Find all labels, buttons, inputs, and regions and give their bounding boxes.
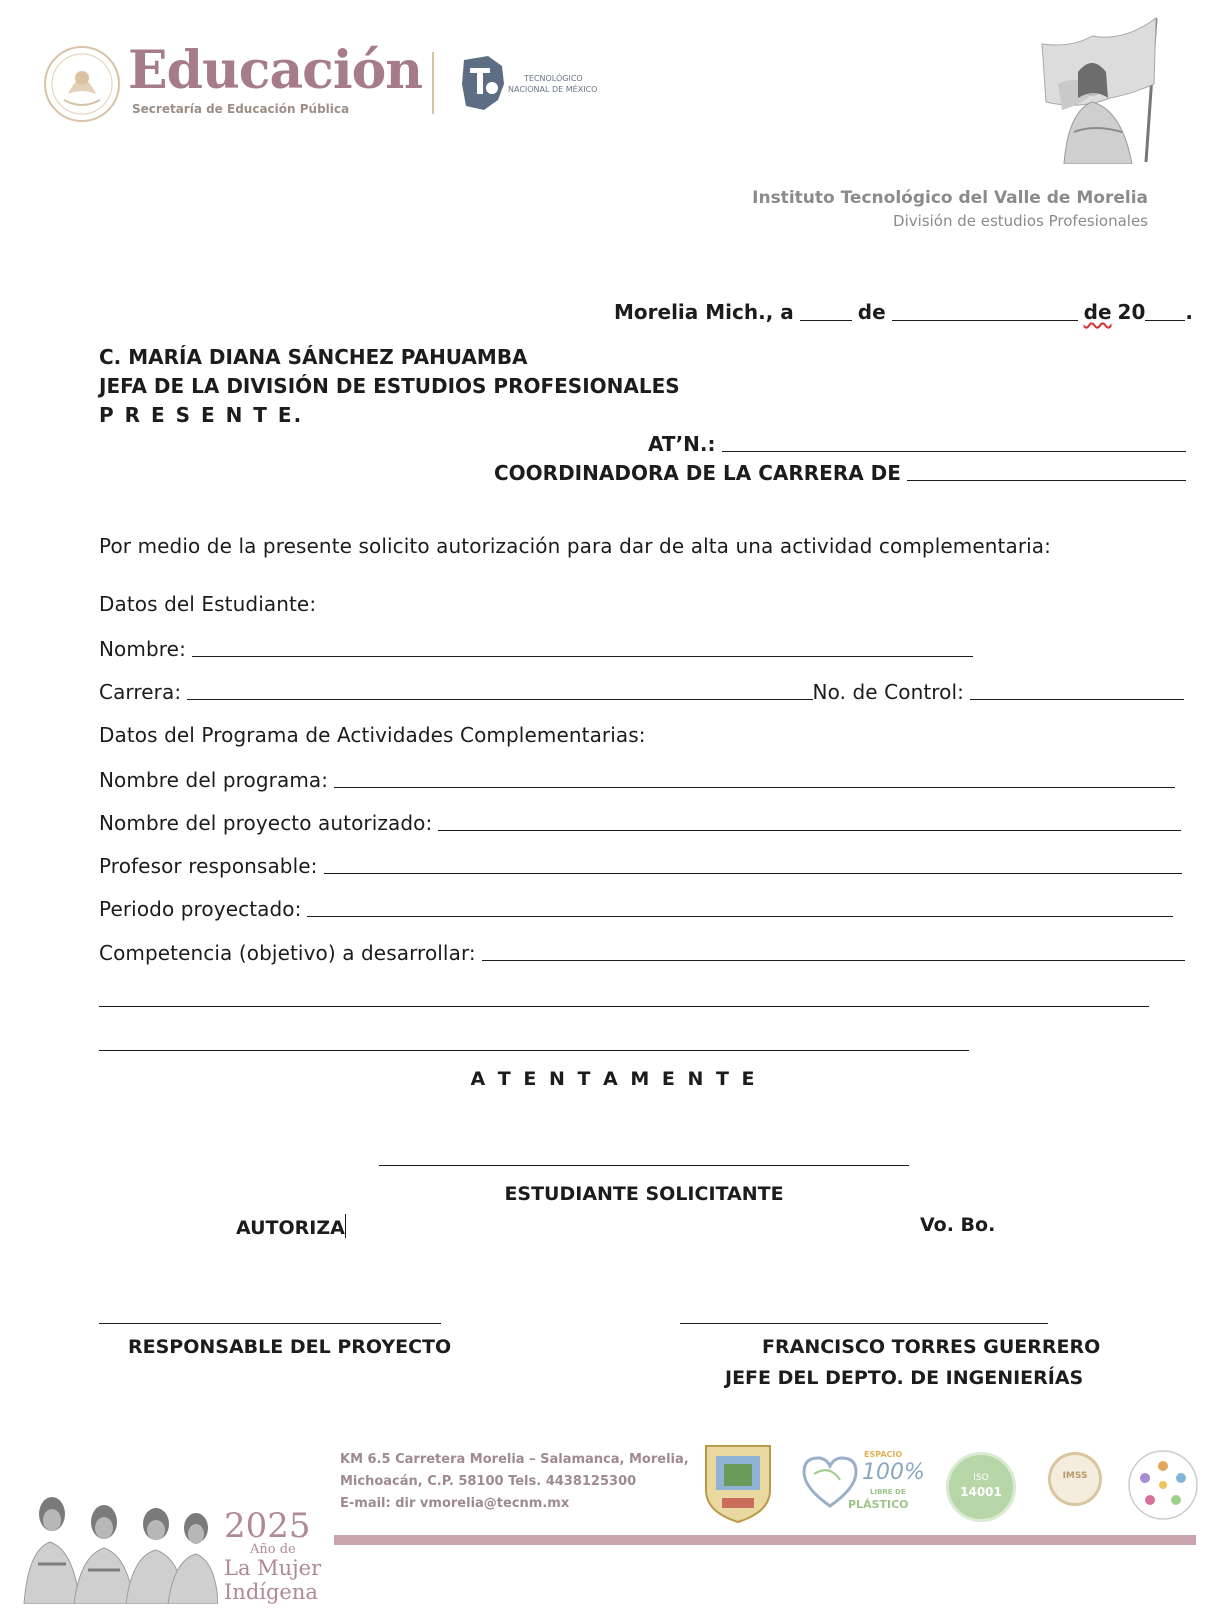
autoriza-text: AUTORIZA — [236, 1217, 345, 1239]
date-year: 20 — [1117, 300, 1146, 324]
text-cursor — [345, 1214, 346, 1238]
atn-blank[interactable] — [722, 451, 1187, 452]
atn-label: AT’N.: — [648, 432, 716, 456]
year-blank[interactable] — [1145, 320, 1185, 321]
carrera-blank[interactable] — [187, 699, 812, 700]
footer-mujer1: La Mujer — [224, 1556, 322, 1580]
programa-blank[interactable] — [334, 787, 1175, 788]
control-label: No. de Control: — [812, 680, 964, 704]
jefe-position: JEFE DEL DEPTO. DE INGENIERÍAS — [725, 1367, 1084, 1389]
carrera-label: Carrera: — [99, 680, 182, 704]
inclusion-circle-icon — [1126, 1448, 1200, 1522]
footer-year-sub: Año de — [250, 1542, 296, 1557]
day-blank[interactable] — [800, 320, 852, 321]
woman-with-flag-illustration — [1028, 14, 1178, 164]
header — [0, 0, 1228, 240]
mexico-seal-icon — [42, 44, 122, 124]
competencia-row — [99, 941, 1185, 965]
plastic-free-badge — [800, 1448, 925, 1518]
indigenous-women-illustration — [18, 1464, 218, 1604]
profesor-blank[interactable] — [324, 873, 1183, 874]
date-line — [614, 300, 1193, 324]
coordinadora-label: COORDINADORA DE LA CARRERA DE — [494, 461, 901, 485]
footer-address2: Michoacán, C.P. 58100 Tels. 4438125300 — [340, 1474, 637, 1489]
vobo-label: Vo. Bo. — [920, 1214, 996, 1236]
badge-14001: 14001 — [960, 1485, 1002, 1499]
competencia-blank-2[interactable] — [99, 1006, 1149, 1007]
nombre-row — [99, 637, 973, 661]
student-heading: Datos del Estudiante: — [99, 592, 317, 616]
recipient-name: C. MARÍA DIANA SÁNCHEZ PAHUAMBA — [99, 345, 528, 369]
footer-bar — [334, 1535, 1196, 1545]
logo-subtitle: Secretaría de Educación Pública — [132, 102, 350, 116]
programa-row — [99, 768, 1175, 792]
footer-year: 2025 — [224, 1506, 311, 1546]
proyecto-blank[interactable] — [438, 830, 1181, 831]
proyecto-row — [99, 811, 1181, 835]
recipient-position: JEFA DE LA DIVISIÓN DE ESTUDIOS PROFESIONALES — [99, 374, 680, 398]
jefe-signature-line[interactable] — [680, 1323, 1048, 1324]
footer — [0, 1440, 1228, 1614]
badge-imss: IMSS — [1062, 1471, 1088, 1481]
presente: P R E S E N T E. — [99, 403, 304, 427]
division-name: División de estudios Profesionales — [893, 212, 1148, 230]
control-blank[interactable] — [970, 699, 1184, 700]
badge-espacio: ESPACIO — [864, 1450, 903, 1459]
intro-text: Por medio de la presente solicito autorización para dar de alta una actividad complementaria: — [99, 534, 1051, 558]
coordinadora-blank[interactable] — [907, 480, 1186, 481]
date-prefix: Morelia Mich., a — [614, 300, 794, 324]
program-heading: Datos del Programa de Actividades Complementarias: — [99, 723, 646, 747]
iso-badge — [946, 1452, 1016, 1522]
competencia-blank-3[interactable] — [99, 1050, 969, 1051]
atn-row — [648, 432, 1186, 456]
carrera-row — [99, 680, 1184, 704]
nombre-blank[interactable] — [192, 656, 973, 657]
tecnm-gear-icon — [458, 54, 506, 112]
periodo-row — [99, 897, 1173, 921]
profesor-label: Profesor responsable: — [99, 854, 318, 878]
badge-plastico: PLÁSTICO — [848, 1498, 909, 1511]
estudiante-signature-line[interactable] — [379, 1165, 909, 1166]
footer-address1: KM 6.5 Carretera Morelia – Salamanca, Morelia, — [340, 1452, 689, 1467]
coordinadora-row — [494, 461, 1186, 485]
responsable-signature-line[interactable] — [99, 1323, 441, 1324]
tecnm-line1: TECNOLÓGICO — [524, 74, 583, 83]
responsable-label: RESPONSABLE DEL PROYECTO — [128, 1336, 452, 1358]
periodo-label: Periodo proyectado: — [99, 897, 302, 921]
tecnm-line2: NACIONAL DE MÉXICO — [508, 85, 598, 94]
logo-divider — [432, 52, 434, 114]
periodo-blank[interactable] — [307, 916, 1173, 917]
footer-mujer2: Indígena — [224, 1580, 318, 1604]
date-de1: de — [857, 300, 886, 324]
date-de2: de — [1083, 300, 1112, 324]
proyecto-label: Nombre del proyecto autorizado: — [99, 811, 433, 835]
footer-email: E-mail: dir vmorelia@tecnm.mx — [340, 1496, 570, 1511]
logo-title: Educación — [128, 40, 423, 101]
badge-100: 100% — [862, 1460, 925, 1485]
profesor-row — [99, 854, 1182, 878]
programa-label: Nombre del programa: — [99, 768, 329, 792]
institute-shield-icon — [700, 1440, 776, 1524]
atentamente: A T E N T A M E N T E — [470, 1068, 758, 1090]
autoriza-label — [236, 1214, 346, 1239]
imss-badge — [1048, 1452, 1102, 1506]
badge-libre: LIBRE DE — [870, 1488, 906, 1496]
institute-name: Instituto Tecnológico del Valle de Morelia — [752, 188, 1148, 208]
francisco-name: FRANCISCO TORRES GUERRERO — [762, 1336, 1101, 1358]
nombre-label: Nombre: — [99, 637, 186, 661]
date-end: . — [1185, 300, 1193, 324]
estudiante-label: ESTUDIANTE SOLICITANTE — [504, 1183, 784, 1205]
competencia-blank[interactable] — [482, 960, 1185, 961]
competencia-label: Competencia (objetivo) a desarrollar: — [99, 941, 476, 965]
month-blank[interactable] — [892, 320, 1078, 321]
badge-iso: ISO — [973, 1473, 989, 1483]
